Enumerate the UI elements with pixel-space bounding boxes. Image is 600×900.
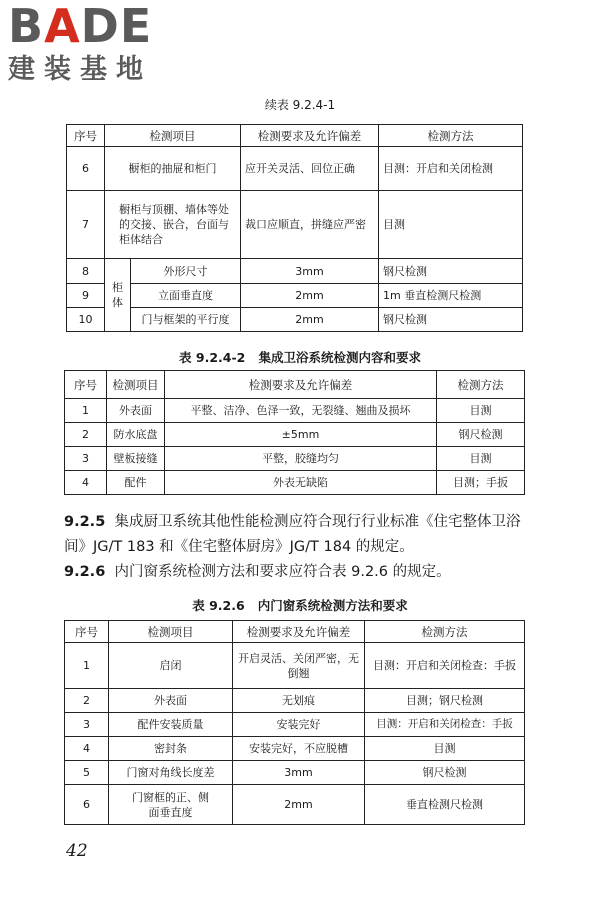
table-row: 4 配件 外表无缺陷 目测；手扳 [65,471,525,495]
table-row: 2 外表面 无划痕 目测；钢尺检测 [65,689,525,713]
table2-caption: 表 9.2.4-2 集成卫浴系统检测内容和要求 [179,350,421,365]
table-row: 3 配件安装质量 安装完好 目测：开启和关闭检查：手扳 [65,713,525,737]
clause-9-2-6: 9.2.6 内门窗系统检测方法和要求应符合表 9.2.6 的规定。 [64,564,451,580]
table-row: 4 密封条 安装完好，不应脱槽 目测 [65,737,525,761]
brand-logo [8,2,178,90]
table2-header-row: 序号 检测项目 检测要求及允许偏差 检测方法 [65,371,525,399]
table-row: 6 橱柜的抽屉和柜门 应开关灵活、回位正确 目测：开启和关闭检测 [67,147,523,191]
page-number: 42 [66,841,88,861]
table-row: 1 外表面 平整、洁净、色泽一致，无裂缝、翘曲及损坏 目测 [65,399,525,423]
table3 [64,620,525,825]
table-row: 9 立面垂直度 2mm 1m 垂直检测尺检测 [67,284,523,308]
table-row: 7 橱柜与顶棚、墙体等处的交接、嵌合，台面与柜体结合 裁口应顺直，拼缝应严密 目测 [67,191,523,259]
header-item: 检测项目 [105,125,241,147]
header-req: 检测要求及允许偏差 [241,125,379,147]
logo-wordmark: BADE [8,0,153,53]
group-label: 柜体 [105,259,131,332]
logo-subtitle: 建装基地 [8,54,152,85]
table-row: 6 门窗框的正、侧面垂直度 2mm 垂直检测尺检测 [65,785,525,825]
table-row: 2 防水底盘 ±5mm 钢尺检测 [65,423,525,447]
table-row: 10 门与框架的平行度 2mm 钢尺检测 [67,308,523,332]
table1-caption: 续表 9.2.4-1 [264,98,336,112]
table-row: 3 壁板接缝 平整，胶缝均匀 目测 [65,447,525,471]
table-row: 1 启闭 开启灵活、关闭严密，无倒翘 目测：开启和关闭检查：手扳 [65,643,525,689]
table-row: 5 门窗对角线长度差 3mm 钢尺检测 [65,761,525,785]
header-no: 序号 [67,125,105,147]
table1 [66,124,523,332]
table3-caption: 表 9.2.6 内门窗系统检测方法和要求 [192,598,408,613]
clause-9-2-5: 9.2.5 集成厨卫系统其他性能检测应符合现行行业标准《住宅整体卫浴间》JG/T 183 和《住宅整体厨房》JG/T 184 的规定。 [64,514,521,555]
header-method: 检测方法 [379,125,523,147]
table1-header-row [67,125,523,147]
table3-header-row: 序号 检测项目 检测要求及允许偏差 检测方法 [65,621,525,643]
table-row: 8 柜体 外形尺寸 3mm 钢尺检测 [67,259,523,284]
table2 [64,370,525,495]
